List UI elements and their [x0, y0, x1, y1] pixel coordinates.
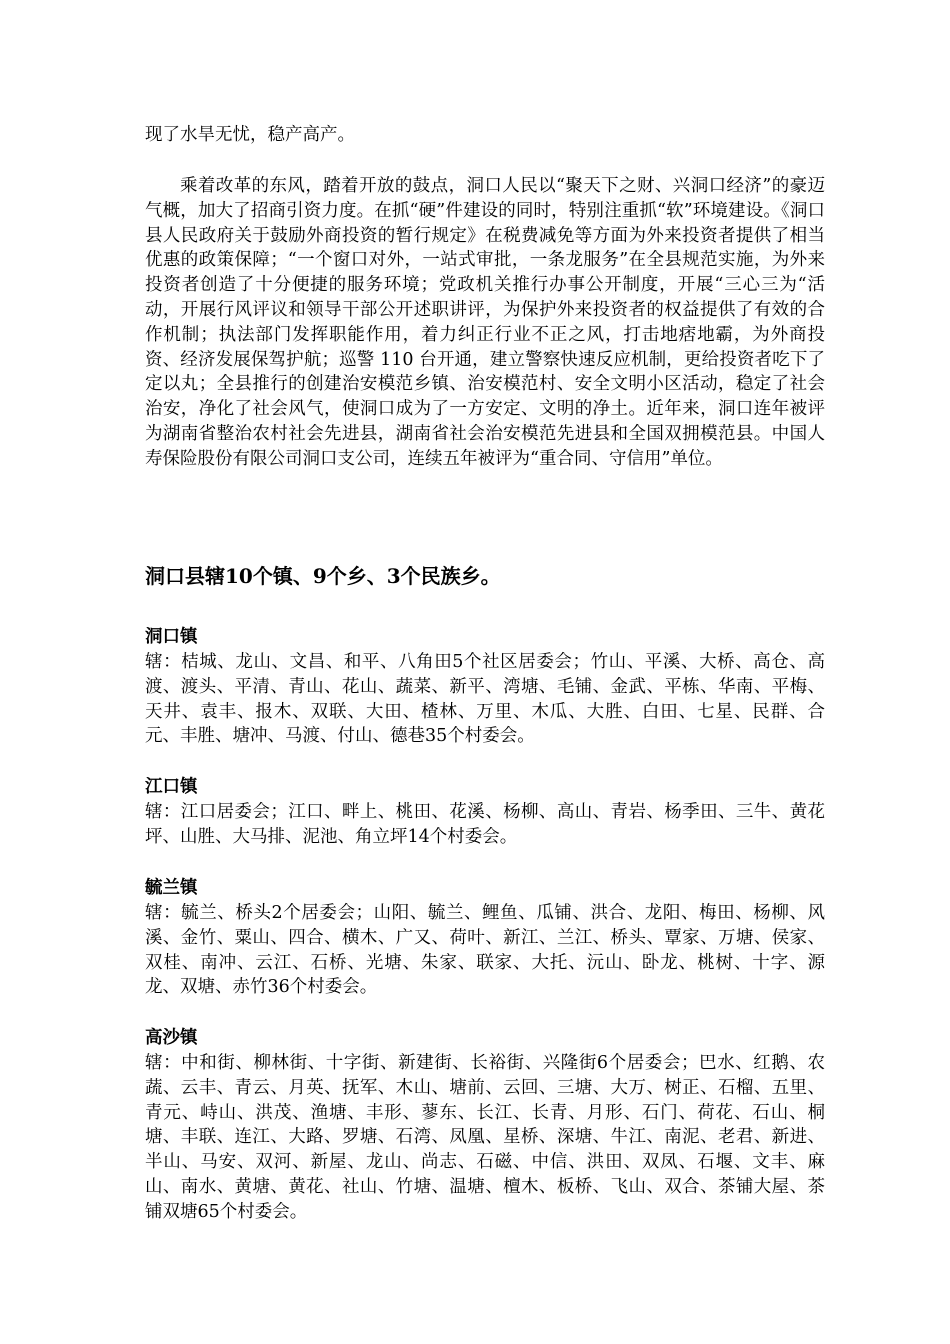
- town-description: 辖：毓兰、桥头2个居委会；山阳、毓兰、鲤鱼、瓜铺、洪合、龙阳、梅田、杨柳、风溪、金竹、粟山、四合、横木、广又、荷叶、新江、兰江、桥头、覃家、万塘、侯家、双桂、南冲、云江、石桥、光塘、朱家、联家、大托、沅山、卧龙、桃树、十字、源龙、双塘、赤竹36个村委会。: [145, 903, 825, 998]
- intro-paragraph-fragment: 现了水旱无忧，稳产高产。: [145, 125, 355, 145]
- town-name: 江口镇: [145, 777, 198, 797]
- town-name: 洞口镇: [145, 627, 198, 647]
- investment-environment-paragraph: 乘着改革的东风，踏着开放的鼓点，洞口人民以“聚天下之财、兴洞口经济”的豪迈气概，加大了招商引资力度。在抓“硬”件建设的同时，特别注重抓“软”环境建设。《洞口县人民政府关于鼓励外商投资的暂行规定》在税费减免等方面为外来投资者提供了相当优惠的政策保障；“一个窗口对外，一站式审批，一条龙服务”在全县规范实施，为外来投资者创造了十分便捷的服务环境；党政机关推行办事公开制度，开展“三心三为“活动，开展行风评议和领导干部公开述职讲评，为保护外来投资者的权益提供了有效的合作机制；执法部门发挥职能作用，着力纠正行业不正之风，打击地痞地霸，为外商投资、经济发展保驾护航；巡警 110 台开通，建立警察快速反应机制，更给投资者吃下了定以丸；全县推行的创建治安模范乡镇、治安模范村、安全文明小区活动，稳定了社会治安，净化了社会风气，使洞口成为了一方安定、文明的净土。近年来，洞口连年被评为湖南省整治农村社会先进县，湖南省社会治安模范先进县和全国双拥模范县。中国人寿保险股份有限公司洞口支公司，连续五年被评为“重合同、守信用”单位。: [145, 176, 825, 469]
- town-description: 辖：桔城、龙山、文昌、和平、八角田5个社区居委会；竹山、平溪、大桥、高仓、高渡、渡头、平清、青山、花山、蔬菜、新平、湾塘、毛铺、金武、平栋、华南、平梅、天井、袁丰、报木、双联、大田、楂林、万里、木瓜、大胜、白田、七星、民群、合元、丰胜、塘冲、马渡、付山、德巷35个村委会。: [145, 652, 825, 747]
- section-heading: 洞口县辖10个镇、9个乡、3个民族乡。: [145, 564, 501, 588]
- town-name: 高沙镇: [145, 1028, 198, 1048]
- town-description: 辖：中和街、柳林街、十字街、新建街、长裕街、兴隆街6个居委会；巴水、红鹅、农蔬、云丰、青云、月英、抚军、木山、塘前、云回、三塘、大万、树正、石榴、五里、青元、峙山、洪茂、渔塘、丰形、蓼东、长江、长青、月形、石门、荷花、石山、桐塘、丰联、连江、大路、罗塘、石湾、凤凰、星桥、深塘、牛江、南泥、老君、新进、半山、马安、双河、新屋、龙山、尚志、石磁、中信、洪田、双凤、石堰、文丰、麻山、南水、黄塘、黄花、社山、竹塘、温塘、檀木、板桥、飞山、双合、茶铺大屋、茶铺双塘65个村委会。: [145, 1053, 825, 1222]
- town-name: 毓兰镇: [145, 878, 198, 898]
- town-description: 辖：江口居委会；江口、畔上、桃田、花溪、杨柳、高山、青岩、杨季田、三牛、黄花坪、山胜、大马排、泥池、角立坪14个村委会。: [145, 802, 825, 847]
